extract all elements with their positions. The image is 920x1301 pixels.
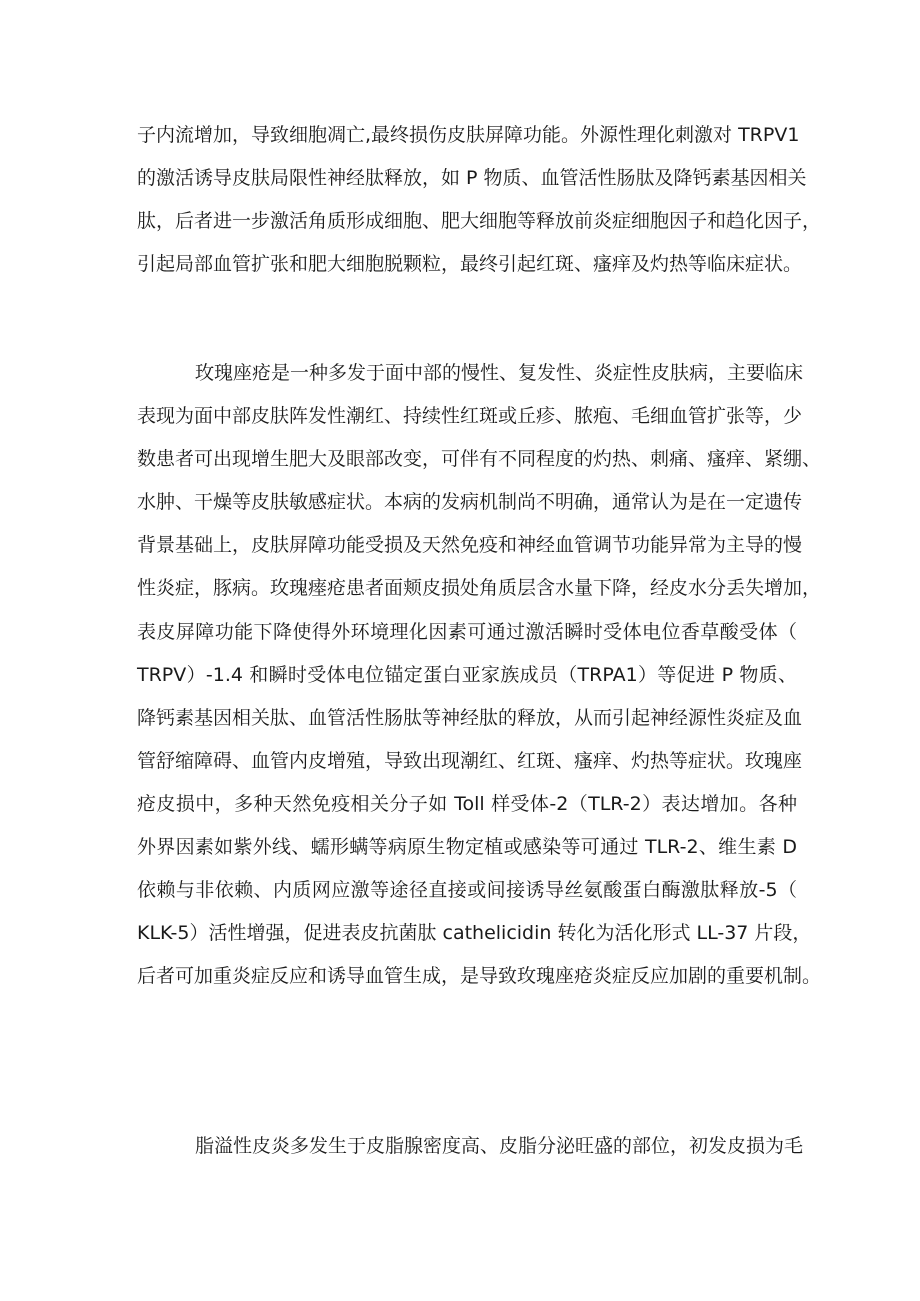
text-line: 的激活诱导皮肤局限性神经肽释放，如 P 物质、血管活性肠肽及降钙素基因相关 (137, 167, 807, 190)
paragraph-3 (137, 1125, 804, 1168)
text-line: 引起局部血管扩张和肥大细胞脱颗粒，最终引起红斑、瘙痒及灼热等临床症状。 (137, 253, 803, 276)
text-line: 降钙素基因相关肽、血管活性肠肽等神经肽的释放，从而引起神经源性炎症及血 (137, 706, 803, 729)
paragraph-2 (137, 352, 822, 998)
text-line: KLK-5）活性增强，促进表皮抗菌肽 cathelicidin 转化为活化形式 LL-37 片段， (137, 922, 812, 945)
text-line: 表皮屏障功能下降使得外环境理化因素可通过激活瞬时受体电位香草酸受体（ (137, 620, 797, 643)
text-line: 脂溢性皮炎多发生于皮脂腺密度高、皮脂分泌旺盛的部位，初发皮损为毛 (195, 1135, 804, 1157)
paragraph-1 (137, 114, 822, 286)
text-line: 数患者可出现增生肥大及眼部改变，可伴有不同程度的灼热、刺痛、瘙痒、紧绷、 (137, 448, 822, 471)
text-line: 背景基础上，皮肤屏障功能受损及天然免疫和神经血管调节功能异常为主导的慢 (137, 534, 803, 557)
text-line: 表现为面中部皮肤阵发性潮红、持续性红斑或丘疹、脓疱、毛细血管扩张等，少 (137, 405, 803, 428)
text-line: 玫瑰座疮是一种多发于面中部的慢性、复发性、炎症性皮肤病，主要临床 (195, 362, 804, 384)
text-line: 性炎症，豚病。玫瑰瘗疮患者面颊皮损处角质层含水量下降，经皮水分丢失增加， (137, 577, 822, 600)
text-line: 子内流增加，导致细胞凋亡,最终损伤皮肤屏障功能。外源性理化刺激对 TRPV1 (137, 124, 800, 146)
text-line: 后者可加重炎症反应和诱导血管生成，是导致玫瑰座疮炎症反应加剧的重要机制。 (137, 965, 822, 988)
text-line: 水肿、干燥等皮肤敏感症状。本病的发病机制尚不明确，通常认为是在一定遗传 (137, 491, 803, 514)
text-line: 肽，后者进一步激活角质形成细胞、肥大细胞等释放前炎症细胞因子和趋化因子， (137, 210, 822, 233)
text-line: TRPV）-1.4 和瞬时受体电位锚定蛋白亚家族成员（TRPA1）等促进 P 物质、 (137, 663, 797, 686)
text-line: 疮皮损中，多种天然免疫相关分子如 Toll 样受体-2（TLR-2）表达增加。各种 (137, 792, 797, 815)
text-line: 外界因素如紫外线、蠕形螨等病原生物定植或感染等可通过 TLR-2、维生素 D (137, 836, 797, 859)
text-line: 管舒缩障碍、血管内皮增殖，导致出现潮红、红斑、瘙痒、灼热等症状。玫瑰座 (137, 749, 803, 772)
text-line: 依赖与非依赖、内质网应激等途径直接或间接诱导丝氨酸蛋白酶激肽释放-5（ (137, 879, 797, 902)
